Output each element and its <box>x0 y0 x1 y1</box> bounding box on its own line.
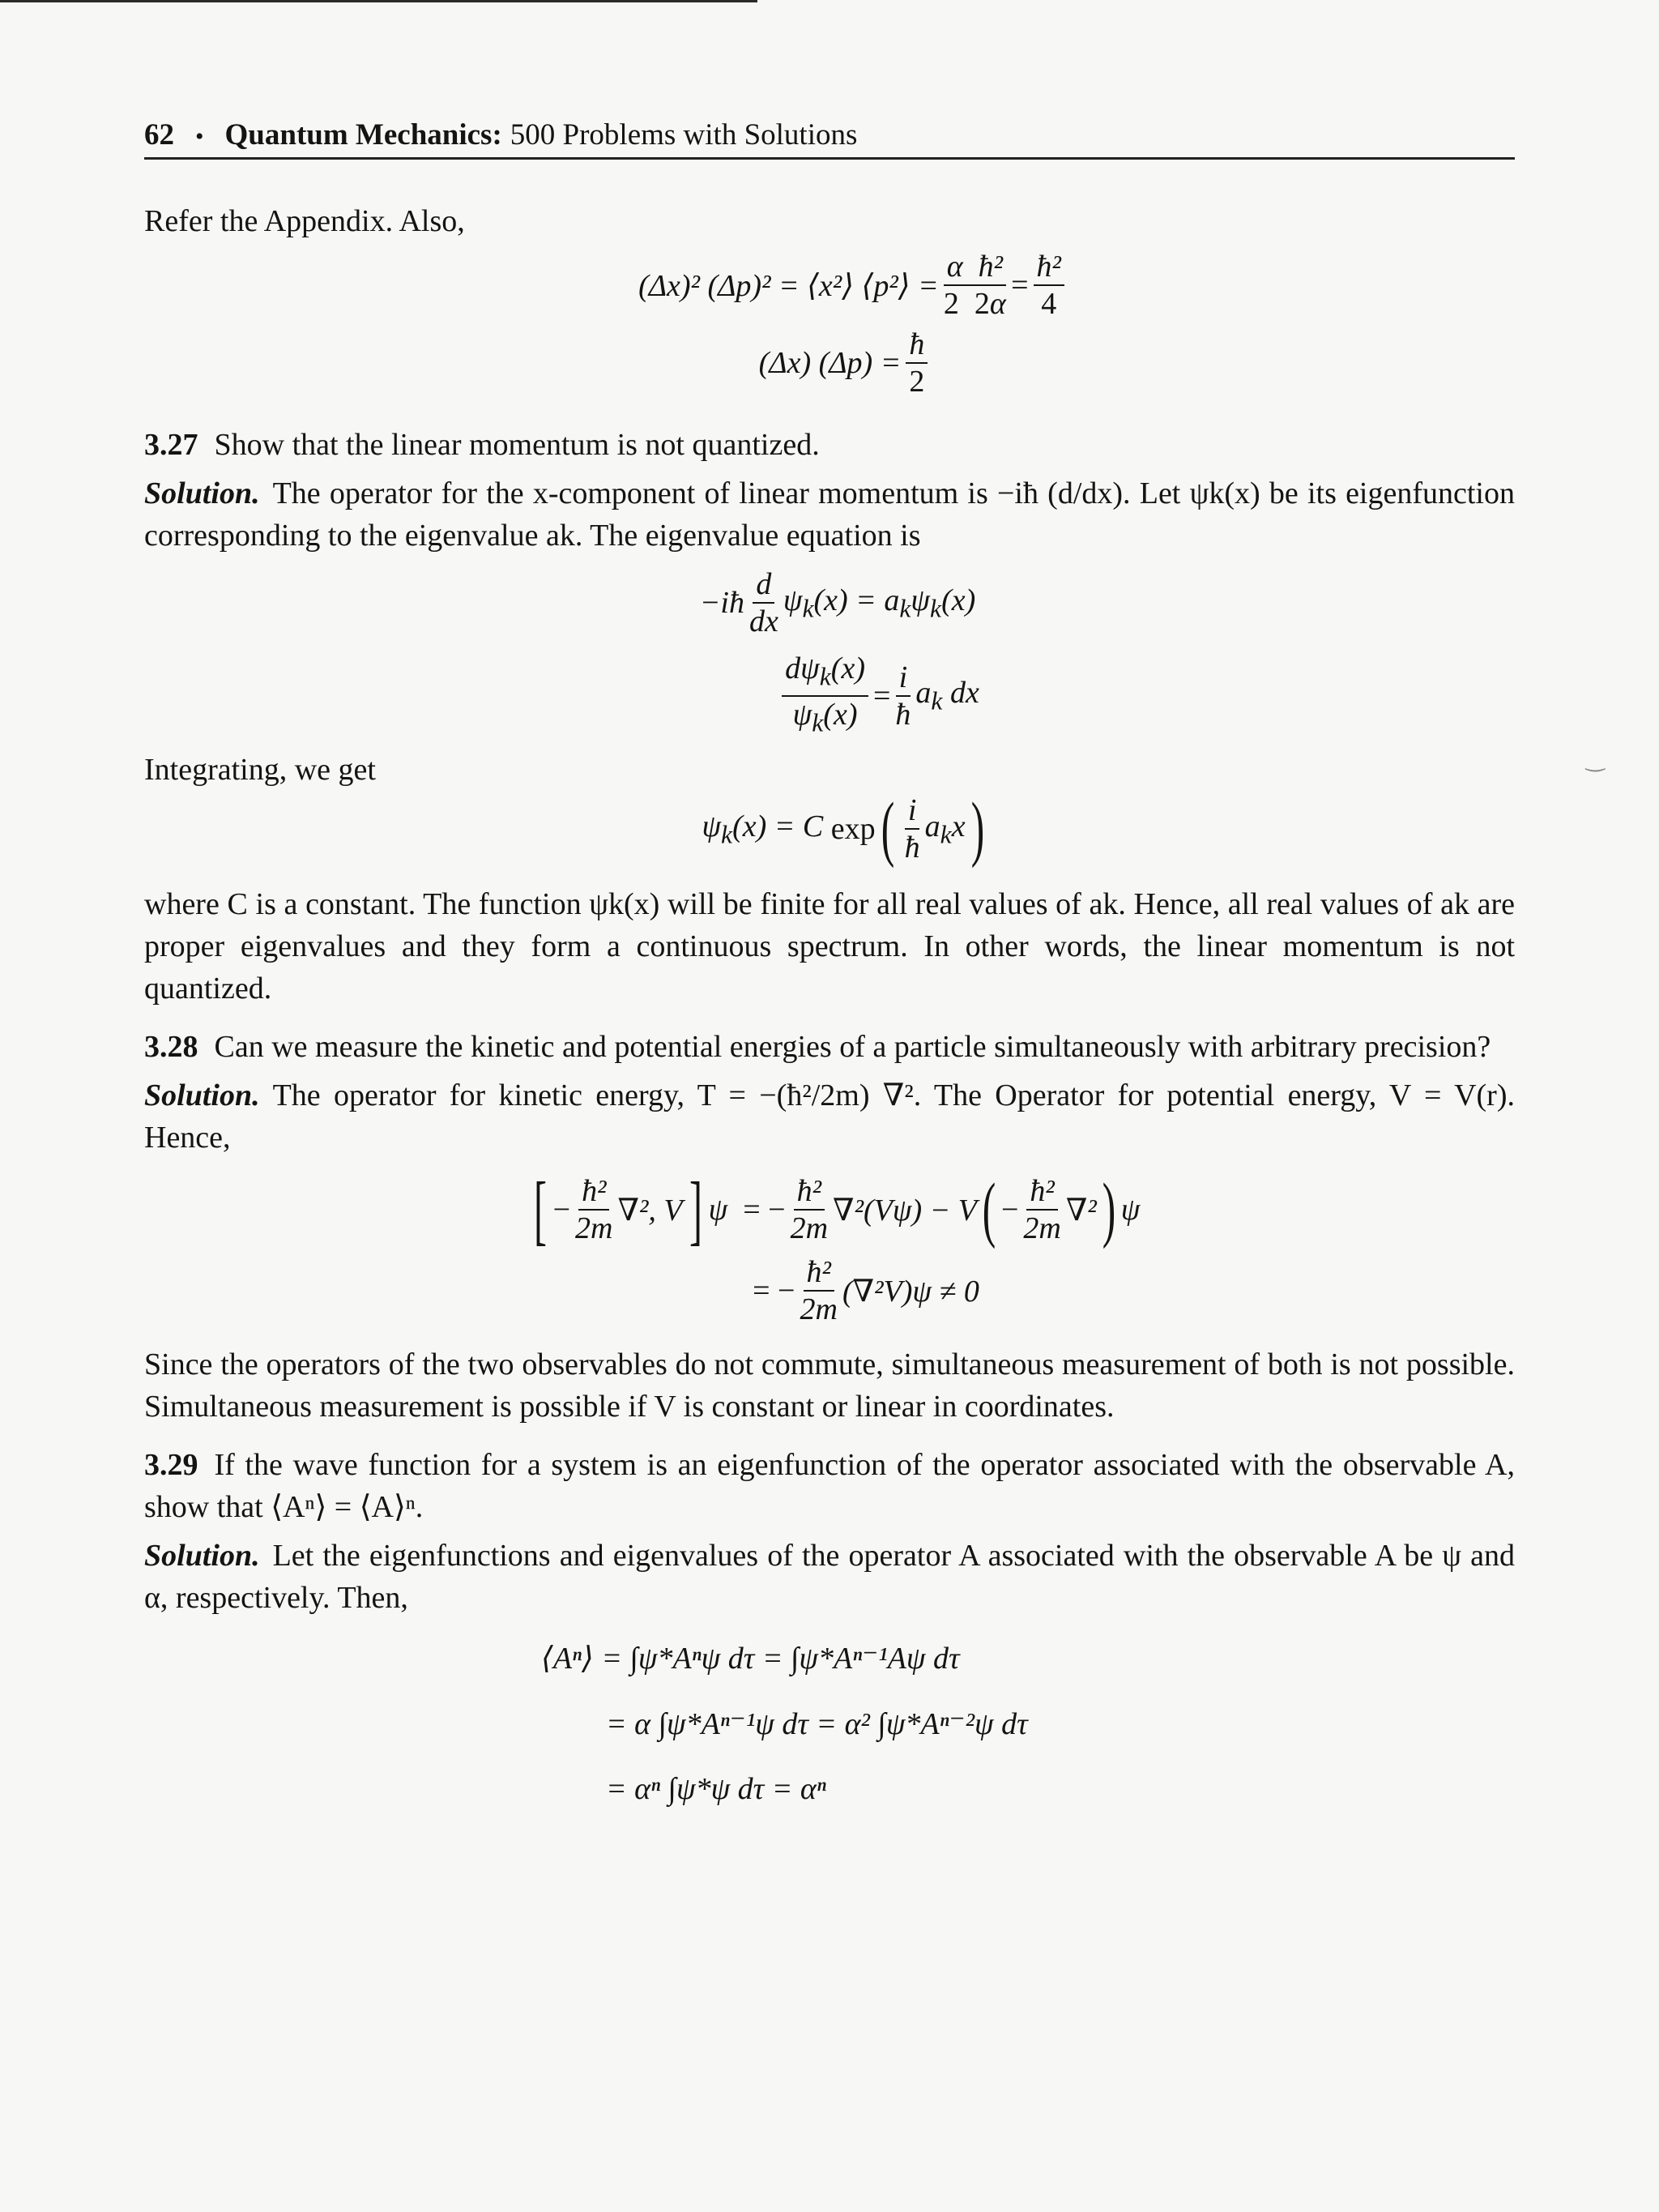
solution-label: Solution. <box>144 1078 260 1113</box>
book-title: Quantum Mechanics: <box>224 118 502 152</box>
problem-3-28-question <box>144 1026 1515 1068</box>
solution-text: The operator for the x-component of linear momentum is −iħ (d/dx). Let ψk(x) be its eigenfunction corresponding to the eigenvalue ak. The eigenvalue equation is <box>144 476 1515 553</box>
problem-3-27-solution <box>144 472 1515 557</box>
header-bullet: • <box>195 123 204 150</box>
problem-number: 3.28 <box>144 1030 198 1065</box>
margin-pencil-mark: ‿ <box>1586 747 1605 772</box>
question-text: Can we measure the kinetic and potential energies of a particle simultaneously with arbitrary precision? <box>214 1030 1491 1065</box>
equation-wavefunction: $\psi_k(x) = C$ exp ( i ħ $a_kx$ ) <box>702 788 984 869</box>
problem-3-29-question <box>144 1444 1515 1528</box>
problem-number: 3.27 <box>144 428 198 462</box>
page-number: 62 <box>144 118 174 152</box>
solution-label: Solution. <box>144 476 260 510</box>
running-header <box>144 117 1515 160</box>
equation-separated: $d\psi_k(x)$ $\psi_k(x)$ = $\frac{i}{ħ}$ $a_k$ dx <box>144 651 1515 741</box>
integrating-text: Integrating, we get <box>144 753 376 788</box>
equation-momentum-eigen: −iħ d dx $\psi_k(x) = a_k\psi_k(x)$ <box>699 567 976 638</box>
scan-edge-line <box>0 0 757 2</box>
question-text: If the wave function for a system is an eigenfunction of the operator associated with the observable A, show that ⟨Aⁿ⟩ = ⟨A⟩ⁿ. <box>144 1448 1515 1525</box>
equation-expectation-1: ⟨Aⁿ⟩ = ∫ψ*Aⁿψ dτ = ∫ψ*Aⁿ⁻¹Aψ dτ <box>541 1642 960 1676</box>
book-subtitle: 500 Problems with Solutions <box>510 118 858 152</box>
intro-paragraph: Refer the Appendix. Also, <box>144 204 465 238</box>
problem-3-27-question <box>144 424 1515 466</box>
question-text: Show that the linear momentum is not quantized. <box>214 428 820 462</box>
problem-3-28-solution <box>144 1074 1515 1159</box>
problem-3-29-solution <box>144 1535 1515 1619</box>
solution-label: Solution. <box>144 1539 260 1574</box>
equation-expectation-2: = α ∫ψ*Aⁿ⁻¹ψ dτ = α² ∫ψ*Aⁿ⁻²ψ dτ <box>606 1707 1028 1742</box>
solution-text: Let the eigenfunctions and eigenvalues of the operator A associated with the observable A be ψ and α, respectively. Then, <box>144 1539 1515 1616</box>
solution-text: The operator for kinetic energy, T = −(ħ²/2m) ∇². The Operator for potential energy, V = V(r). Hence, <box>144 1078 1515 1155</box>
book-page <box>144 117 1515 1807</box>
equation-commutator-result: = − $\frac{\text{ħ²}}{2m}$ (∇²V)ψ ≠ 0 <box>753 1255 979 1327</box>
equation-uncertainty-product: (Δx) (Δp) = $\frac{ħ}{2}$ <box>144 327 1515 399</box>
problem-3-27-conclusion: where C is a constant. The function ψk(x) will be finite for all real values of ak. Hence, all real values of ak are proper eigenvalues and they form a continuous spectrum. In other words, the linear momentum is not quantized. <box>144 887 1515 1006</box>
problem-3-28-conclusion: Since the operators of the two observables do not commute, simultaneous measurement of both is not possible. Simultaneous measurement is possible if V is constant or linear in coordinates. <box>144 1347 1515 1424</box>
equation-expectation-3: = αⁿ ∫ψ*ψ dτ = αⁿ <box>606 1772 826 1807</box>
equation-uncertainty-squared: (Δx)² (Δp)² = ⟨x²⟩ ⟨p²⟩ = $\frac{\text{α ħ²}}{2 2\alpha}$ = $\frac{\text{ħ²}}{4}$ <box>144 249 1515 322</box>
problem-number: 3.29 <box>144 1448 198 1483</box>
equation-commutator: [ − $\frac{\text{ħ²}}{2m}$ ∇², V ] ψ = − ħ² 2m ∇²(Vψ) − V ( − $\frac{\text{ħ²}}{2m}$ ∇² ) ψ <box>533 1166 1141 1253</box>
